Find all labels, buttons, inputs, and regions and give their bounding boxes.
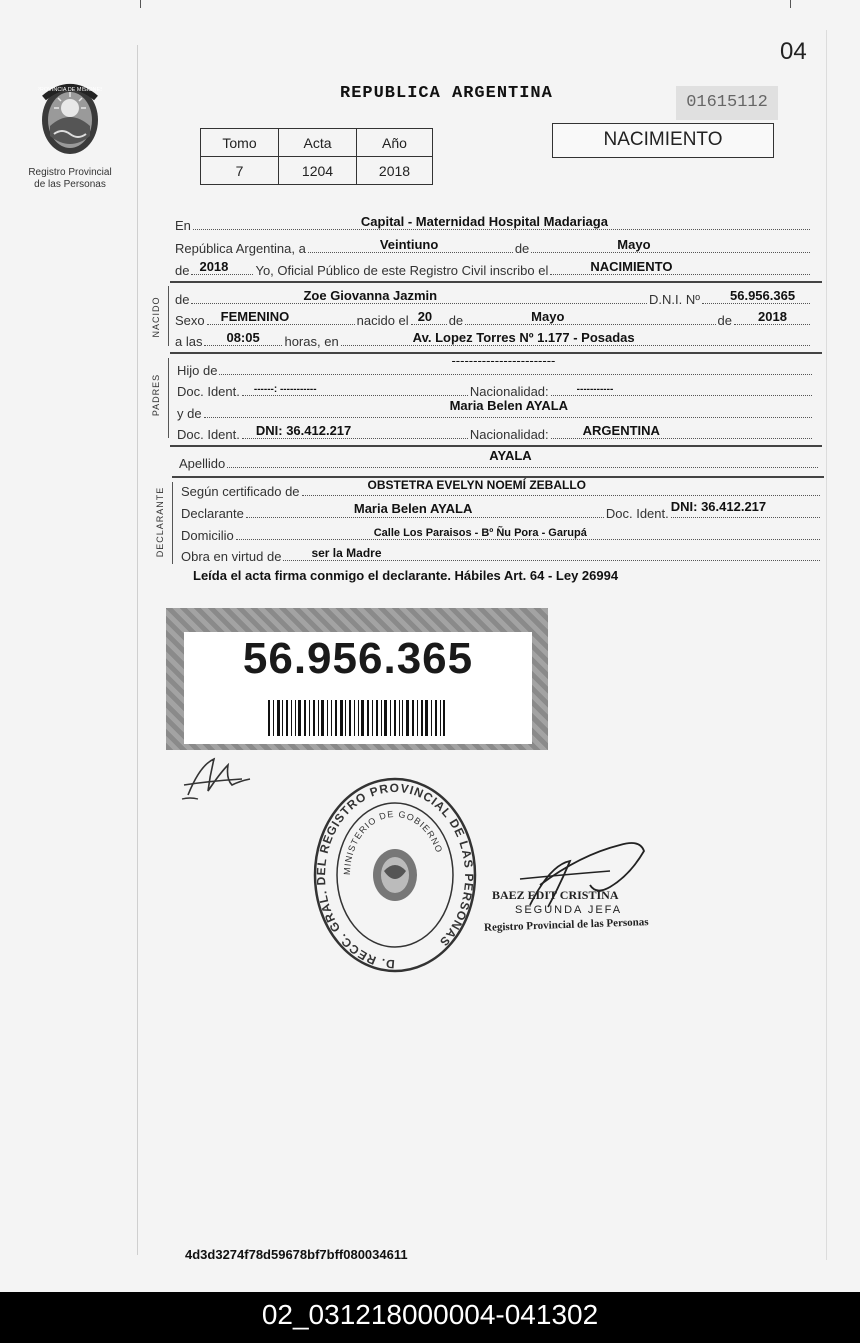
record-table [200, 128, 433, 185]
mother-nationality: ARGENTINA [582, 423, 660, 438]
svg-text:D. RECC. GRAL. DEL REGISTRO PR: D. RECC. GRAL. DEL REGISTRO PROVINCIAL DE LAS PERSONAS [313, 780, 477, 972]
page-number: 04 [780, 38, 807, 65]
document-title: REPUBLICA ARGENTINA [340, 84, 553, 103]
month-value: Mayo [617, 237, 651, 252]
official-office: Registro Provincial de las Personas [483, 916, 649, 934]
section-divider [170, 445, 822, 447]
sex-value: FEMENINO [220, 309, 290, 324]
declarant-doc: DNI: 36.412.217 [670, 499, 767, 514]
father-doc-row: Doc. Ident. ------: ----------- Nacionalidad: ----------- [177, 382, 814, 399]
father-row: Hijo de ------------------------ [177, 361, 814, 378]
header-anio: Año [357, 129, 433, 157]
birth-address: Av. Lopez Torres Nº 1.177 - Posadas [412, 330, 635, 345]
sex-birth-row: Sexo FEMENINO nacido el 20 de Mayo de 2018 [175, 311, 812, 328]
record-table-values [201, 157, 433, 185]
year-value: 2018 [199, 259, 229, 274]
record-table-header [201, 129, 433, 157]
closing-statement: Leída el acta firma conmigo el declarante. Hábiles Art. 64 - Ley 26994 [193, 568, 619, 583]
day-value: Veintiuno [379, 237, 439, 252]
address-row: Domicilio Calle Los Paraisos - Bº Ñu Pora - Garupá [181, 526, 822, 543]
value-tomo: 7 [201, 157, 279, 185]
official-signature-icon [500, 835, 660, 915]
birth-year: 2018 [758, 309, 787, 324]
registry-logo [20, 78, 120, 191]
control-number-stamp: 01615112 [676, 86, 778, 120]
section-label-nacido: NACIDO [151, 296, 161, 338]
declarant-signature-icon [180, 755, 260, 805]
date-row: República Argentina, a Veintiuno de Mayo [175, 239, 812, 256]
section-label-declarante: DECLARANTE [155, 486, 165, 558]
birth-month: Mayo [531, 309, 565, 324]
surname-value: AYALA [489, 448, 532, 463]
inscription-row: de 2018 Yo, Oficial Público de este Registro Civil inscribo el NACIMIENTO [175, 261, 812, 278]
official-name: BAEZ EDIT CRISTINA [492, 888, 619, 902]
mother-doc: DNI: 36.412.217 [255, 423, 352, 438]
section-divider [170, 281, 822, 283]
birth-day: 20 [417, 309, 433, 324]
father-nationality: ----------- [576, 384, 614, 395]
mother-name: Maria Belen AYALA [449, 398, 569, 413]
certificate-row: Según certificado de OBSTETRA EVELYN NOEMÍ ZEBALLO [181, 482, 822, 499]
header-acta: Acta [279, 129, 357, 157]
registry-caption: Registro Provincial de las Personas [28, 167, 112, 190]
page-edge-line [826, 30, 827, 1260]
declarant-address: Calle Los Paraisos - Bº Ñu Pora - Garupá [373, 527, 587, 539]
newborn-name: Zoe Giovanna Jazmin [303, 288, 438, 303]
dni-sticker-number: 56.956.365 [242, 634, 474, 683]
certificate-issuer: OBSTETRA EVELYN NOEMÍ ZEBALLO [367, 478, 586, 492]
record-type-box: NACIMIENTO [552, 123, 774, 158]
document-hash: 4d3d3274f78d59678bf7bff080034611 [185, 1247, 408, 1262]
value-anio: 2018 [357, 157, 433, 185]
place-value: Capital - Maternidad Hospital Madariaga [360, 214, 608, 229]
birth-time: 08:05 [226, 330, 260, 345]
newborn-dni: 56.956.365 [730, 288, 796, 303]
surname-row: Apellido AYALA [179, 454, 820, 471]
province-emblem-icon [38, 78, 102, 158]
section-label-padres: PADRES [151, 373, 161, 417]
barcode-icon [268, 700, 446, 736]
value-acta: 1204 [279, 157, 357, 185]
time-place-row: a las 08:05 horas, en Av. Lopez Torres Nº 1.177 - Posadas [175, 332, 812, 349]
place-row: En Capital - Maternidad Hospital Madariaga [175, 216, 812, 233]
declarant-row: Declarante Maria Belen AYALA Doc. Ident. DNI: 36.412.217 [181, 504, 822, 521]
crop-mark [790, 0, 791, 8]
scan-code: 02_031218000004-041302 [261, 1299, 599, 1330]
page-margin-line [137, 45, 138, 1255]
crop-mark [140, 0, 141, 8]
father-name: ------------------------ [451, 353, 556, 368]
newborn-name-row: de Zoe Giovanna Jazmin D.N.I. Nº 56.956.365 [175, 290, 812, 307]
official-seal-icon [310, 775, 480, 975]
dni-sticker [166, 608, 548, 750]
role-row: Obra en virtud de ser la Madre [181, 547, 822, 564]
official-role: SEGUNDA JEFA [515, 904, 623, 916]
declarant-role: ser la Madre [311, 546, 382, 560]
header-tomo: Tomo [201, 129, 279, 157]
inscription-value: NACIMIENTO [590, 259, 673, 274]
svg-text:PROVINCIA DE MISIONES: PROVINCIA DE MISIONES [38, 87, 102, 93]
svg-text:MINISTERIO DE GOBIERNO: MINISTERIO DE GOBIERNO [341, 808, 445, 876]
declarant-name: Maria Belen AYALA [353, 501, 473, 516]
mother-doc-row: Doc. Ident. DNI: 36.412.217 Nacionalidad: ARGENTINA [177, 425, 814, 442]
mother-row: y de Maria Belen AYALA [177, 404, 814, 421]
father-doc: ------: ----------- [253, 384, 317, 395]
